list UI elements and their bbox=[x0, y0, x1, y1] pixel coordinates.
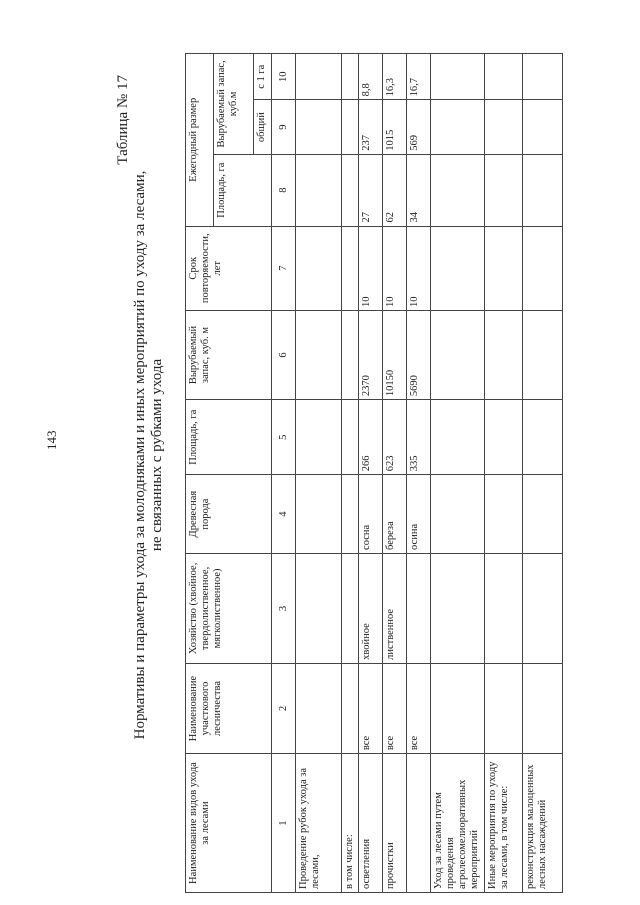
table-row bbox=[407, 54, 431, 893]
table-body bbox=[296, 54, 563, 893]
page-number: 143 bbox=[44, 430, 59, 450]
table-cell: 569 bbox=[407, 100, 431, 154]
column-numbers-row bbox=[272, 54, 296, 893]
table-cell: 5690 bbox=[407, 310, 431, 399]
rotated-page bbox=[10, 35, 610, 895]
table-cell bbox=[485, 400, 523, 475]
table-cell bbox=[523, 310, 563, 399]
table-cell bbox=[342, 226, 359, 310]
col-number: 9 bbox=[272, 100, 296, 154]
table-row bbox=[383, 54, 407, 893]
table-cell: 27 bbox=[359, 154, 383, 226]
norms-table bbox=[185, 53, 563, 893]
table-cell bbox=[485, 310, 523, 399]
table-cell bbox=[296, 475, 342, 554]
table-label: Таблица № 17 bbox=[115, 75, 131, 165]
header-c4: Древесная порода bbox=[186, 475, 272, 554]
table-cell bbox=[342, 310, 359, 399]
col-number: 5 bbox=[272, 400, 296, 475]
header-stock: Вырубаемый запас, куб.м bbox=[214, 54, 254, 155]
table-cell: в том числе: bbox=[342, 754, 359, 893]
title-line-2: не связанных с рубками ухода bbox=[149, 358, 165, 552]
table-cell bbox=[342, 154, 359, 226]
table-cell: осветления bbox=[359, 754, 383, 893]
table-cell bbox=[485, 100, 523, 154]
table-cell: 34 bbox=[407, 154, 431, 226]
table-cell bbox=[523, 154, 563, 226]
header-total: общий bbox=[254, 100, 272, 154]
col-number: 2 bbox=[272, 663, 296, 753]
table-cell bbox=[523, 553, 563, 663]
table-cell: 10 bbox=[407, 226, 431, 310]
table-cell bbox=[523, 663, 563, 753]
table-cell: 62 bbox=[383, 154, 407, 226]
table-row bbox=[485, 54, 523, 893]
table-cell bbox=[342, 54, 359, 100]
table-cell: 16,3 bbox=[383, 54, 407, 100]
table-cell: 10 bbox=[383, 226, 407, 310]
table-cell bbox=[431, 226, 485, 310]
header-area: Площадь, га bbox=[214, 154, 272, 226]
table-cell bbox=[431, 400, 485, 475]
table-cell bbox=[485, 553, 523, 663]
table-cell: лиственное bbox=[383, 553, 407, 663]
table-cell bbox=[431, 475, 485, 554]
table-cell: Проведение рубок ухода за лесами, bbox=[296, 754, 342, 893]
table-cell: реконструкция малоценных лесных насаждений bbox=[523, 754, 563, 893]
table-cell: 237 bbox=[359, 100, 383, 154]
table-cell: хвойное bbox=[359, 553, 383, 663]
table-cell bbox=[523, 54, 563, 100]
table-cell bbox=[342, 475, 359, 554]
table-cell: 8,8 bbox=[359, 54, 383, 100]
table-cell bbox=[485, 154, 523, 226]
table-cell bbox=[407, 754, 431, 893]
table-cell: 16,7 bbox=[407, 54, 431, 100]
table-cell: прочистки bbox=[383, 754, 407, 893]
table-row bbox=[523, 54, 563, 893]
table-cell bbox=[523, 475, 563, 554]
table-cell: Иные мероприятия по уходу за лесами, в том числе: bbox=[485, 754, 523, 893]
col-number: 8 bbox=[272, 154, 296, 226]
table-cell bbox=[296, 310, 342, 399]
table-cell: 2370 bbox=[359, 310, 383, 399]
table-cell: 1015 bbox=[383, 100, 407, 154]
table-cell: 10150 bbox=[383, 310, 407, 399]
table-row bbox=[342, 54, 359, 893]
table-cell bbox=[296, 226, 342, 310]
table-cell: Уход за лесами путем проведения агролесомелиоративных мероприятий bbox=[431, 754, 485, 893]
header-c7: Срок повторяемости, лет bbox=[186, 226, 272, 310]
header-annual: Ежегодный размер bbox=[186, 54, 214, 227]
header-c3: Хозяйство (хвойное, твердолиственное, мягколиственное) bbox=[186, 553, 272, 663]
table-cell bbox=[523, 100, 563, 154]
table-cell: береза bbox=[383, 475, 407, 554]
table-cell bbox=[485, 54, 523, 100]
table-cell bbox=[431, 54, 485, 100]
table-cell bbox=[485, 475, 523, 554]
table-cell bbox=[296, 400, 342, 475]
table-cell bbox=[407, 553, 431, 663]
table-cell: все bbox=[383, 663, 407, 753]
table-cell bbox=[296, 663, 342, 753]
table-cell bbox=[431, 154, 485, 226]
header-c6: Вырубаемый запас, куб. м bbox=[186, 310, 272, 399]
header-per-ha: с 1 га bbox=[254, 54, 272, 100]
header-c5: Площадь, га bbox=[186, 400, 272, 475]
table-cell: все bbox=[407, 663, 431, 753]
table-cell bbox=[431, 553, 485, 663]
table-cell: все bbox=[359, 663, 383, 753]
header-c1: Наименование видов ухода за лесами bbox=[186, 754, 272, 893]
col-number: 4 bbox=[272, 475, 296, 554]
table-cell bbox=[342, 400, 359, 475]
table-cell: осина bbox=[407, 475, 431, 554]
table-cell: 266 bbox=[359, 400, 383, 475]
table-cell bbox=[523, 226, 563, 310]
table-cell: 623 bbox=[383, 400, 407, 475]
col-number: 6 bbox=[272, 310, 296, 399]
table-cell bbox=[523, 400, 563, 475]
table-row bbox=[296, 54, 342, 893]
table-row bbox=[359, 54, 383, 893]
table-title bbox=[132, 75, 166, 835]
title-line-1: Нормативы и параметры ухода за молодняками и иных мероприятий по уходу за лесами, bbox=[132, 170, 148, 740]
table-cell bbox=[296, 154, 342, 226]
table-cell bbox=[342, 663, 359, 753]
col-number: 10 bbox=[272, 54, 296, 100]
table-cell bbox=[485, 663, 523, 753]
table-cell bbox=[296, 100, 342, 154]
table-cell bbox=[431, 100, 485, 154]
col-number: 3 bbox=[272, 553, 296, 663]
table-cell bbox=[342, 553, 359, 663]
table-cell bbox=[342, 100, 359, 154]
table-cell: 335 bbox=[407, 400, 431, 475]
table-row bbox=[431, 54, 485, 893]
table-cell: сосна bbox=[359, 475, 383, 554]
col-number: 1 bbox=[272, 754, 296, 893]
header-c2: Наименование участкового лесничества bbox=[186, 663, 272, 753]
table-cell: 10 bbox=[359, 226, 383, 310]
table-cell bbox=[431, 310, 485, 399]
table-cell bbox=[296, 553, 342, 663]
table-cell bbox=[296, 54, 342, 100]
col-number: 7 bbox=[272, 226, 296, 310]
table-cell bbox=[431, 663, 485, 753]
table-cell bbox=[485, 226, 523, 310]
